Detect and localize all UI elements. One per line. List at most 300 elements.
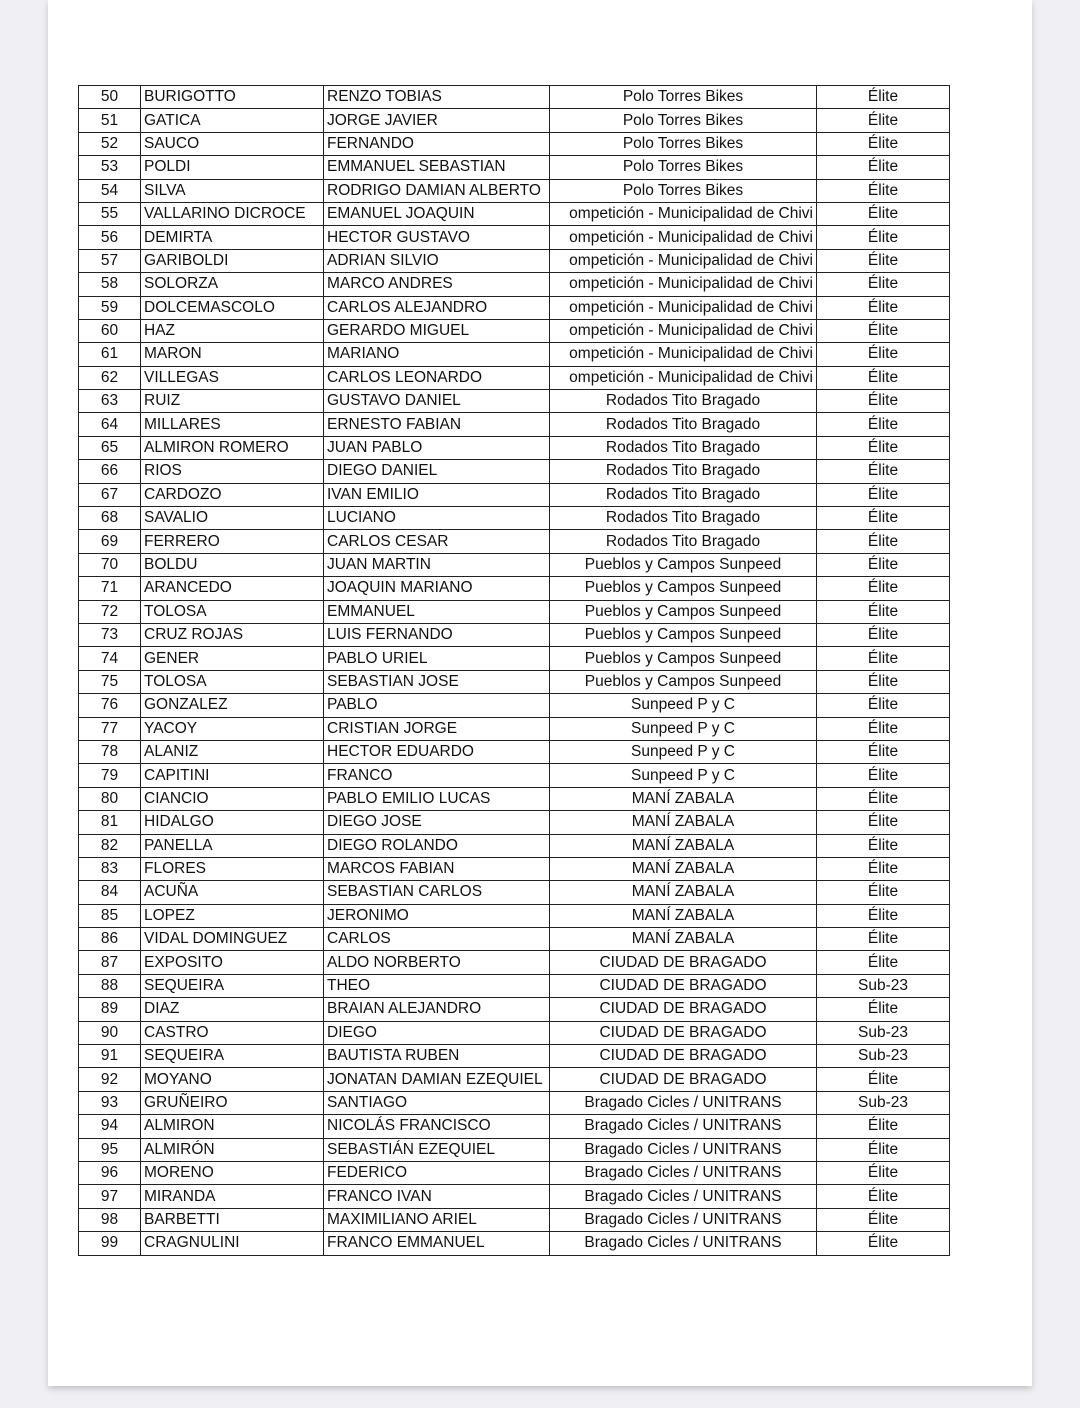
rider-last-name: VIDAL DOMINGUEZ: [141, 928, 324, 951]
rider-first-name: RENZO TOBIAS: [324, 86, 550, 109]
rider-team-text: Rodados Tito Bragado: [605, 415, 761, 433]
rider-category: Élite: [817, 928, 950, 951]
rider-first-name: BAUTISTA RUBEN: [324, 1045, 550, 1068]
rider-team: [550, 86, 817, 109]
rider-team: [550, 600, 817, 623]
rider-first-name: CRISTIAN JORGE: [324, 717, 550, 740]
rider-number: 63: [79, 390, 141, 413]
rider-team: [550, 460, 817, 483]
rider-number: 83: [79, 857, 141, 880]
table-row: [79, 623, 950, 646]
rider-team-text: Rodados Tito Bragado: [605, 439, 761, 457]
rider-last-name: VALLARINO DICROCE: [141, 202, 324, 225]
rider-team-text: CIUDAD DE BRAGADO: [599, 977, 767, 995]
rider-team: [550, 834, 817, 857]
rider-category: Élite: [817, 811, 950, 834]
table-row: [79, 998, 950, 1021]
rider-number: 57: [79, 249, 141, 272]
rider-category: Élite: [817, 202, 950, 225]
rider-number: 73: [79, 623, 141, 646]
rider-team-text: ompetición - Municipalidad de Chivi: [569, 368, 813, 386]
rider-first-name: MAXIMILIANO ARIEL: [324, 1208, 550, 1231]
rider-first-name: RODRIGO DAMIAN ALBERTO: [324, 179, 550, 202]
rider-team-text: Polo Torres Bikes: [622, 111, 744, 129]
rider-team: [550, 998, 817, 1021]
rider-team: [550, 647, 817, 670]
rider-team-text: Rodados Tito Bragado: [605, 509, 761, 527]
rider-team: [550, 390, 817, 413]
table-row: [79, 764, 950, 787]
rider-first-name: JONATAN DAMIAN EZEQUIEL: [324, 1068, 550, 1091]
table-row: [79, 460, 950, 483]
rider-team: [550, 132, 817, 155]
rider-first-name: FRANCO EMMANUEL: [324, 1232, 550, 1255]
rider-first-name: CARLOS ALEJANDRO: [324, 296, 550, 319]
rider-team-text: Pueblos y Campos Sunpeed: [584, 602, 782, 620]
rider-team: [550, 1115, 817, 1138]
rider-last-name: MORENO: [141, 1161, 324, 1184]
rider-category: Élite: [817, 857, 950, 880]
rider-first-name: FERNANDO: [324, 132, 550, 155]
rider-team: [550, 694, 817, 717]
rider-category: Élite: [817, 507, 950, 530]
rider-team: [550, 1138, 817, 1161]
table-row: [79, 974, 950, 997]
table-row: [79, 436, 950, 459]
rider-last-name: GARIBOLDI: [141, 249, 324, 272]
rider-team-text: ompetición - Municipalidad de Chivi: [569, 251, 813, 269]
rider-category: Élite: [817, 1138, 950, 1161]
rider-category: Élite: [817, 413, 950, 436]
rider-first-name: SEBASTIAN CARLOS: [324, 881, 550, 904]
table-row: [79, 740, 950, 763]
rider-team-text: Polo Torres Bikes: [622, 158, 744, 176]
rider-team-text: Pueblos y Campos Sunpeed: [584, 579, 782, 597]
rider-number: 71: [79, 577, 141, 600]
rider-number: 88: [79, 974, 141, 997]
table-row: [79, 507, 950, 530]
rider-last-name: HAZ: [141, 319, 324, 342]
rider-team-text: CIUDAD DE BRAGADO: [599, 1023, 767, 1041]
rider-number: 78: [79, 740, 141, 763]
rider-last-name: FERRERO: [141, 530, 324, 553]
rider-team-text: MANÍ ZABALA: [631, 789, 735, 807]
table-row: [79, 857, 950, 880]
rider-category: Élite: [817, 670, 950, 693]
table-row: [79, 390, 950, 413]
table-row: [79, 86, 950, 109]
rider-last-name: BURIGOTTO: [141, 86, 324, 109]
rider-first-name: DIEGO JOSE: [324, 811, 550, 834]
table-row: [79, 483, 950, 506]
rider-first-name: CARLOS CESAR: [324, 530, 550, 553]
rider-team: [550, 811, 817, 834]
rider-last-name: POLDI: [141, 156, 324, 179]
table-row: [79, 577, 950, 600]
rider-team-text: Rodados Tito Bragado: [605, 485, 761, 503]
rider-first-name: LUIS FERNANDO: [324, 623, 550, 646]
rider-first-name: JOAQUIN MARIANO: [324, 577, 550, 600]
rider-category: Élite: [817, 694, 950, 717]
table-row: [79, 249, 950, 272]
rider-first-name: JERONIMO: [324, 904, 550, 927]
rider-team: [550, 483, 817, 506]
rider-number: 92: [79, 1068, 141, 1091]
rider-team: [550, 740, 817, 763]
rider-number: 74: [79, 647, 141, 670]
table-row: [79, 156, 950, 179]
rider-category: Élite: [817, 179, 950, 202]
rider-team: [550, 1045, 817, 1068]
rider-first-name: JORGE JAVIER: [324, 109, 550, 132]
table-row: [79, 904, 950, 927]
rider-team-text: Sunpeed P y C: [631, 696, 735, 714]
rider-team-text: Sunpeed P y C: [631, 743, 735, 761]
rider-last-name: SAUCO: [141, 132, 324, 155]
rider-number: 85: [79, 904, 141, 927]
rider-number: 54: [79, 179, 141, 202]
rider-number: 82: [79, 834, 141, 857]
rider-first-name: HECTOR GUSTAVO: [324, 226, 550, 249]
rider-category: Élite: [817, 109, 950, 132]
rider-first-name: HECTOR EDUARDO: [324, 740, 550, 763]
rider-first-name: ADRIAN SILVIO: [324, 249, 550, 272]
rider-category: Élite: [817, 319, 950, 342]
rider-team-text: Bragado Cicles / UNITRANS: [584, 1234, 782, 1252]
rider-category: Élite: [817, 834, 950, 857]
rider-category: Élite: [817, 904, 950, 927]
rider-category: Élite: [817, 273, 950, 296]
table-row: [79, 600, 950, 623]
rider-first-name: JUAN PABLO: [324, 436, 550, 459]
rider-last-name: ALANIZ: [141, 740, 324, 763]
rider-last-name: MILLARES: [141, 413, 324, 436]
rider-last-name: CRUZ ROJAS: [141, 623, 324, 646]
table-row: [79, 366, 950, 389]
rider-number: 62: [79, 366, 141, 389]
rider-team: [550, 249, 817, 272]
rider-number: 91: [79, 1045, 141, 1068]
rider-team-text: Polo Torres Bikes: [622, 88, 744, 106]
rider-category: Élite: [817, 764, 950, 787]
rider-first-name: EMANUEL JOAQUIN: [324, 202, 550, 225]
rider-last-name: YACOY: [141, 717, 324, 740]
rider-team: [550, 553, 817, 576]
rider-team-text: MANÍ ZABALA: [631, 836, 735, 854]
rider-category: Élite: [817, 623, 950, 646]
rider-category: Élite: [817, 1232, 950, 1255]
rider-last-name: TOLOSA: [141, 600, 324, 623]
table-row: [79, 226, 950, 249]
rider-last-name: SOLORZA: [141, 273, 324, 296]
rider-first-name: MARIANO: [324, 343, 550, 366]
table-row: [79, 413, 950, 436]
rider-first-name: THEO: [324, 974, 550, 997]
rider-last-name: HIDALGO: [141, 811, 324, 834]
rider-first-name: PABLO EMILIO LUCAS: [324, 787, 550, 810]
rider-number: 69: [79, 530, 141, 553]
rider-last-name: LOPEZ: [141, 904, 324, 927]
rider-first-name: CARLOS: [324, 928, 550, 951]
rider-team-text: Bragado Cicles / UNITRANS: [584, 1093, 782, 1111]
rider-first-name: MARCOS FABIAN: [324, 857, 550, 880]
rider-team-text: ompetición - Municipalidad de Chivi: [569, 322, 813, 340]
roster-body: [79, 86, 950, 1256]
rider-number: 93: [79, 1091, 141, 1114]
rider-first-name: MARCO ANDRES: [324, 273, 550, 296]
rider-number: 58: [79, 273, 141, 296]
rider-last-name: SILVA: [141, 179, 324, 202]
rider-last-name: GONZALEZ: [141, 694, 324, 717]
rider-team: [550, 366, 817, 389]
rider-number: 64: [79, 413, 141, 436]
rider-team-text: ompetición - Municipalidad de Chivi: [569, 345, 813, 363]
rider-team: [550, 1161, 817, 1184]
rider-first-name: PABLO: [324, 694, 550, 717]
rider-team-text: MANÍ ZABALA: [631, 906, 735, 924]
rider-team-text: MANÍ ZABALA: [631, 813, 735, 831]
rider-category: Sub-23: [817, 974, 950, 997]
table-row: [79, 1185, 950, 1208]
rider-team: [550, 202, 817, 225]
rider-team: [550, 343, 817, 366]
rider-first-name: DIEGO ROLANDO: [324, 834, 550, 857]
rider-category: Élite: [817, 717, 950, 740]
rider-last-name: ALMIRON ROMERO: [141, 436, 324, 459]
rider-team-text: MANÍ ZABALA: [631, 883, 735, 901]
rider-team: [550, 319, 817, 342]
rider-category: Élite: [817, 226, 950, 249]
rider-last-name: BOLDU: [141, 553, 324, 576]
rider-number: 56: [79, 226, 141, 249]
rider-team: [550, 764, 817, 787]
rider-category: Élite: [817, 1068, 950, 1091]
rider-number: 84: [79, 881, 141, 904]
table-row: [79, 1045, 950, 1068]
rider-team-text: Polo Torres Bikes: [622, 134, 744, 152]
rider-team-text: Sunpeed P y C: [631, 766, 735, 784]
rider-last-name: CRAGNULINI: [141, 1232, 324, 1255]
rider-team-text: Bragado Cicles / UNITRANS: [584, 1117, 782, 1135]
rider-last-name: FLORES: [141, 857, 324, 880]
rider-category: Élite: [817, 647, 950, 670]
rider-category: Élite: [817, 132, 950, 155]
rider-team-text: CIUDAD DE BRAGADO: [599, 953, 767, 971]
rider-team: [550, 577, 817, 600]
rider-team-text: CIUDAD DE BRAGADO: [599, 1070, 767, 1088]
table-row: [79, 1091, 950, 1114]
rider-first-name: ALDO NORBERTO: [324, 951, 550, 974]
rider-number: 99: [79, 1232, 141, 1255]
rider-team: [550, 226, 817, 249]
rider-first-name: PABLO URIEL: [324, 647, 550, 670]
rider-last-name: RIOS: [141, 460, 324, 483]
rider-last-name: TOLOSA: [141, 670, 324, 693]
rider-team-text: ompetición - Municipalidad de Chivi: [569, 275, 813, 293]
table-row: [79, 811, 950, 834]
rider-last-name: MIRANDA: [141, 1185, 324, 1208]
rider-last-name: GENER: [141, 647, 324, 670]
rider-number: 75: [79, 670, 141, 693]
rider-first-name: EMMANUEL SEBASTIAN: [324, 156, 550, 179]
rider-first-name: FEDERICO: [324, 1161, 550, 1184]
rider-last-name: BARBETTI: [141, 1208, 324, 1231]
rider-team-text: Pueblos y Campos Sunpeed: [584, 649, 782, 667]
rider-category: Élite: [817, 577, 950, 600]
rider-category: Sub-23: [817, 1045, 950, 1068]
rider-team-text: Bragado Cicles / UNITRANS: [584, 1187, 782, 1205]
rider-category: Élite: [817, 366, 950, 389]
table-row: [79, 343, 950, 366]
rider-team: [550, 974, 817, 997]
rider-last-name: CIANCIO: [141, 787, 324, 810]
rider-team: [550, 1021, 817, 1044]
table-row: [79, 881, 950, 904]
table-row: [79, 1208, 950, 1231]
rider-last-name: VILLEGAS: [141, 366, 324, 389]
rider-number: 72: [79, 600, 141, 623]
rider-team: [550, 1185, 817, 1208]
table-row: [79, 319, 950, 342]
rider-roster-table: [78, 85, 950, 1256]
rider-first-name: IVAN EMILIO: [324, 483, 550, 506]
rider-category: Élite: [817, 1115, 950, 1138]
rider-category: Élite: [817, 296, 950, 319]
rider-team: [550, 717, 817, 740]
rider-team-text: ompetición - Municipalidad de Chivi: [569, 228, 813, 246]
rider-team: [550, 928, 817, 951]
rider-last-name: EXPOSITO: [141, 951, 324, 974]
table-row: [79, 694, 950, 717]
rider-number: 60: [79, 319, 141, 342]
rider-category: Élite: [817, 1208, 950, 1231]
rider-category: Élite: [817, 483, 950, 506]
rider-category: Élite: [817, 600, 950, 623]
table-row: [79, 1232, 950, 1255]
rider-last-name: ALMIRON: [141, 1115, 324, 1138]
rider-last-name: SEQUEIRA: [141, 974, 324, 997]
rider-last-name: PANELLA: [141, 834, 324, 857]
rider-first-name: JUAN MARTIN: [324, 553, 550, 576]
rider-number: 51: [79, 109, 141, 132]
rider-last-name: ALMIRÓN: [141, 1138, 324, 1161]
rider-first-name: DIEGO DANIEL: [324, 460, 550, 483]
table-row: [79, 1021, 950, 1044]
rider-last-name: CAPITINI: [141, 764, 324, 787]
rider-team: [550, 1091, 817, 1114]
table-row: [79, 296, 950, 319]
rider-team-text: Polo Torres Bikes: [622, 181, 744, 199]
rider-category: Élite: [817, 436, 950, 459]
rider-team: [550, 787, 817, 810]
table-row: [79, 132, 950, 155]
rider-team: [550, 507, 817, 530]
rider-category: Sub-23: [817, 1021, 950, 1044]
rider-number: 96: [79, 1161, 141, 1184]
rider-team: [550, 273, 817, 296]
table-row: [79, 553, 950, 576]
rider-first-name: FRANCO IVAN: [324, 1185, 550, 1208]
rider-team: [550, 904, 817, 927]
rider-category: Élite: [817, 740, 950, 763]
rider-number: 66: [79, 460, 141, 483]
rider-team-text: Rodados Tito Bragado: [605, 392, 761, 410]
rider-team-text: MANÍ ZABALA: [631, 860, 735, 878]
rider-number: 94: [79, 1115, 141, 1138]
rider-number: 55: [79, 202, 141, 225]
rider-team: [550, 1068, 817, 1091]
table-row: [79, 647, 950, 670]
rider-team-text: Rodados Tito Bragado: [605, 462, 761, 480]
table-row: [79, 834, 950, 857]
rider-team: [550, 436, 817, 459]
rider-last-name: DEMIRTA: [141, 226, 324, 249]
rider-team: [550, 296, 817, 319]
rider-first-name: CARLOS LEONARDO: [324, 366, 550, 389]
rider-number: 86: [79, 928, 141, 951]
rider-number: 98: [79, 1208, 141, 1231]
table-row: [79, 1068, 950, 1091]
rider-category: Élite: [817, 1161, 950, 1184]
rider-team-text: Sunpeed P y C: [631, 719, 735, 737]
rider-team-text: CIUDAD DE BRAGADO: [599, 1000, 767, 1018]
rider-first-name: NICOLÁS FRANCISCO: [324, 1115, 550, 1138]
rider-number: 65: [79, 436, 141, 459]
rider-team-text: Bragado Cicles / UNITRANS: [584, 1164, 782, 1182]
table-row: [79, 530, 950, 553]
rider-first-name: SEBASTIÁN EZEQUIEL: [324, 1138, 550, 1161]
rider-last-name: DOLCEMASCOLO: [141, 296, 324, 319]
rider-category: Élite: [817, 390, 950, 413]
table-row: [79, 670, 950, 693]
rider-category: Élite: [817, 530, 950, 553]
rider-team: [550, 623, 817, 646]
rider-team: [550, 881, 817, 904]
rider-team: [550, 413, 817, 436]
rider-team: [550, 670, 817, 693]
rider-number: 76: [79, 694, 141, 717]
rider-team-text: Pueblos y Campos Sunpeed: [584, 556, 782, 573]
rider-category: Élite: [817, 343, 950, 366]
rider-team-text: MANÍ ZABALA: [631, 930, 735, 948]
rider-category: Élite: [817, 156, 950, 179]
table-row: [79, 1115, 950, 1138]
rider-team: [550, 156, 817, 179]
rider-last-name: SEQUEIRA: [141, 1045, 324, 1068]
rider-last-name: CARDOZO: [141, 483, 324, 506]
rider-category: Élite: [817, 881, 950, 904]
rider-first-name: ERNESTO FABIAN: [324, 413, 550, 436]
rider-category: Élite: [817, 460, 950, 483]
rider-number: 67: [79, 483, 141, 506]
rider-first-name: SANTIAGO: [324, 1091, 550, 1114]
rider-last-name: CASTRO: [141, 1021, 324, 1044]
rider-last-name: GRUÑEIRO: [141, 1091, 324, 1114]
rider-last-name: GATICA: [141, 109, 324, 132]
table-row: [79, 787, 950, 810]
rider-first-name: SEBASTIAN JOSE: [324, 670, 550, 693]
rider-first-name: FRANCO: [324, 764, 550, 787]
rider-team: [550, 951, 817, 974]
rider-number: 89: [79, 998, 141, 1021]
rider-team-text: Rodados Tito Bragado: [605, 532, 761, 550]
rider-first-name: EMMANUEL: [324, 600, 550, 623]
rider-last-name: SAVALIO: [141, 507, 324, 530]
rider-team-text: ompetición - Municipalidad de Chivi: [569, 205, 813, 223]
rider-number: 70: [79, 553, 141, 576]
rider-category: Élite: [817, 553, 950, 576]
rider-number: 77: [79, 717, 141, 740]
